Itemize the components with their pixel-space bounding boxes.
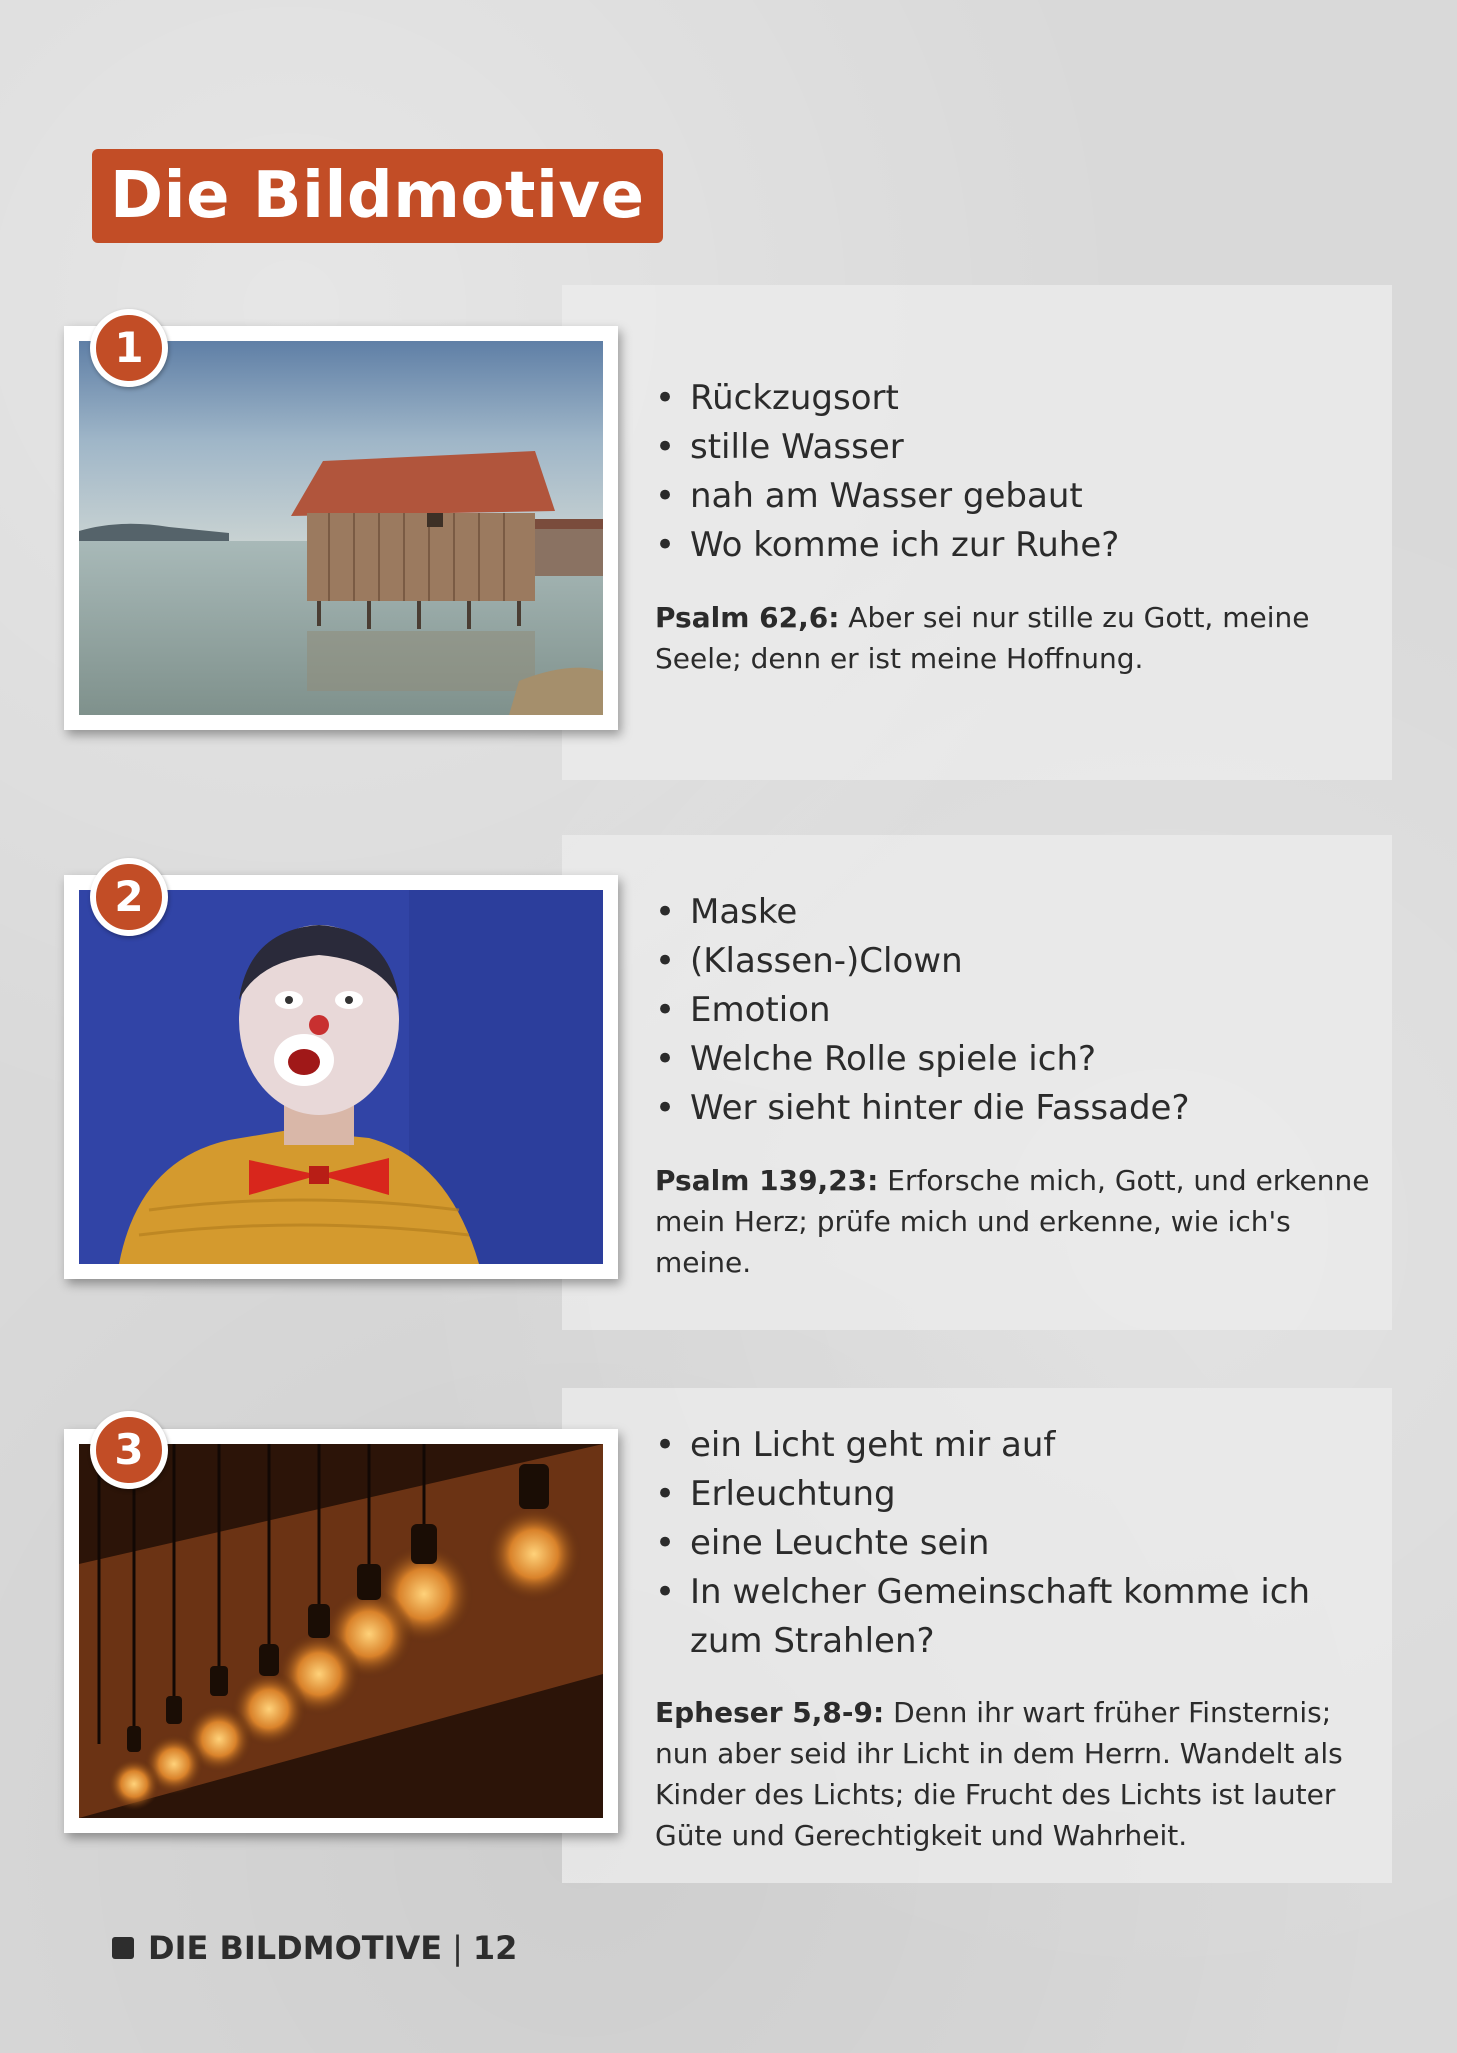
verse-reference: Epheser 5,8-9: xyxy=(655,1696,885,1729)
verse-text: Aber sei nur stille zu Gott, meine Seele; denn er ist meine Hoffnung. xyxy=(655,601,1310,675)
section-3-verse xyxy=(655,1692,1375,1856)
footer-label: DIE BILDMOTIVE xyxy=(148,1929,443,1967)
page-footer xyxy=(112,1929,517,1967)
list-item: • Wer sieht hinter die Fassade? xyxy=(655,1084,1190,1133)
lightbulbs-photo xyxy=(79,1444,603,1818)
footer-square-icon xyxy=(112,1937,134,1959)
clown-photo xyxy=(79,890,603,1264)
page-number: 12 xyxy=(472,1929,518,1967)
list-item: • Maske xyxy=(655,888,1190,937)
verse-reference: Psalm 139,23: xyxy=(655,1164,879,1197)
verse-text: Erforsche mich, Gott, und erkenne mein Herz; prüfe mich und erkenne, wie ich's meine. xyxy=(655,1164,1370,1279)
list-item-continuation: zum Strahlen? xyxy=(690,1621,935,1661)
section-3-bullet-list xyxy=(655,1421,1310,1666)
list-item: • Emotion xyxy=(655,986,1190,1035)
verse-reference: Psalm 62,6: xyxy=(655,601,840,634)
list-item: • (Klassen-)Clown xyxy=(655,937,1190,986)
list-item: • Rückzugsort xyxy=(655,374,1119,423)
list-item: • ein Licht geht mir auf xyxy=(655,1421,1310,1470)
section-2-verse xyxy=(655,1160,1375,1283)
list-item: • nah am Wasser gebaut xyxy=(655,472,1119,521)
section-1-verse xyxy=(655,597,1375,679)
list-item: • Erleuchtung xyxy=(655,1470,1310,1519)
section-1-photo-frame xyxy=(64,326,618,730)
boathouse-image xyxy=(79,341,603,715)
footer-separator: | xyxy=(452,1929,463,1967)
verse-text: Denn ihr wart früher Finsternis; nun aber seid ihr Licht in dem Herrn. Wandelt als Kinder des Lichts; die Frucht des Lichts ist lauter Güte und Gerechtigkeit und Wahrheit. xyxy=(655,1696,1343,1852)
list-item: • Wo komme ich zur Ruhe? xyxy=(655,521,1119,570)
list-item: • eine Leuchte sein xyxy=(655,1519,1310,1568)
list-item: • Welche Rolle spiele ich? xyxy=(655,1035,1190,1084)
list-item: • stille Wasser xyxy=(655,423,1119,472)
section-2-bullet-list xyxy=(655,888,1190,1133)
section-3-number-badge: 3 xyxy=(90,1411,168,1489)
section-1-bullet-list xyxy=(655,374,1119,570)
clown-image xyxy=(79,890,603,1264)
page-title: Die Bildmotive xyxy=(92,149,663,243)
section-2-photo-frame xyxy=(64,875,618,1279)
list-item: • In welcher Gemeinschaft komme ich xyxy=(655,1568,1310,1617)
section-1-number-badge: 1 xyxy=(90,309,168,387)
section-2-number-badge: 2 xyxy=(90,858,168,936)
lightbulbs-image xyxy=(79,1444,603,1818)
boathouse-photo xyxy=(79,341,603,715)
section-3-photo-frame xyxy=(64,1429,618,1833)
